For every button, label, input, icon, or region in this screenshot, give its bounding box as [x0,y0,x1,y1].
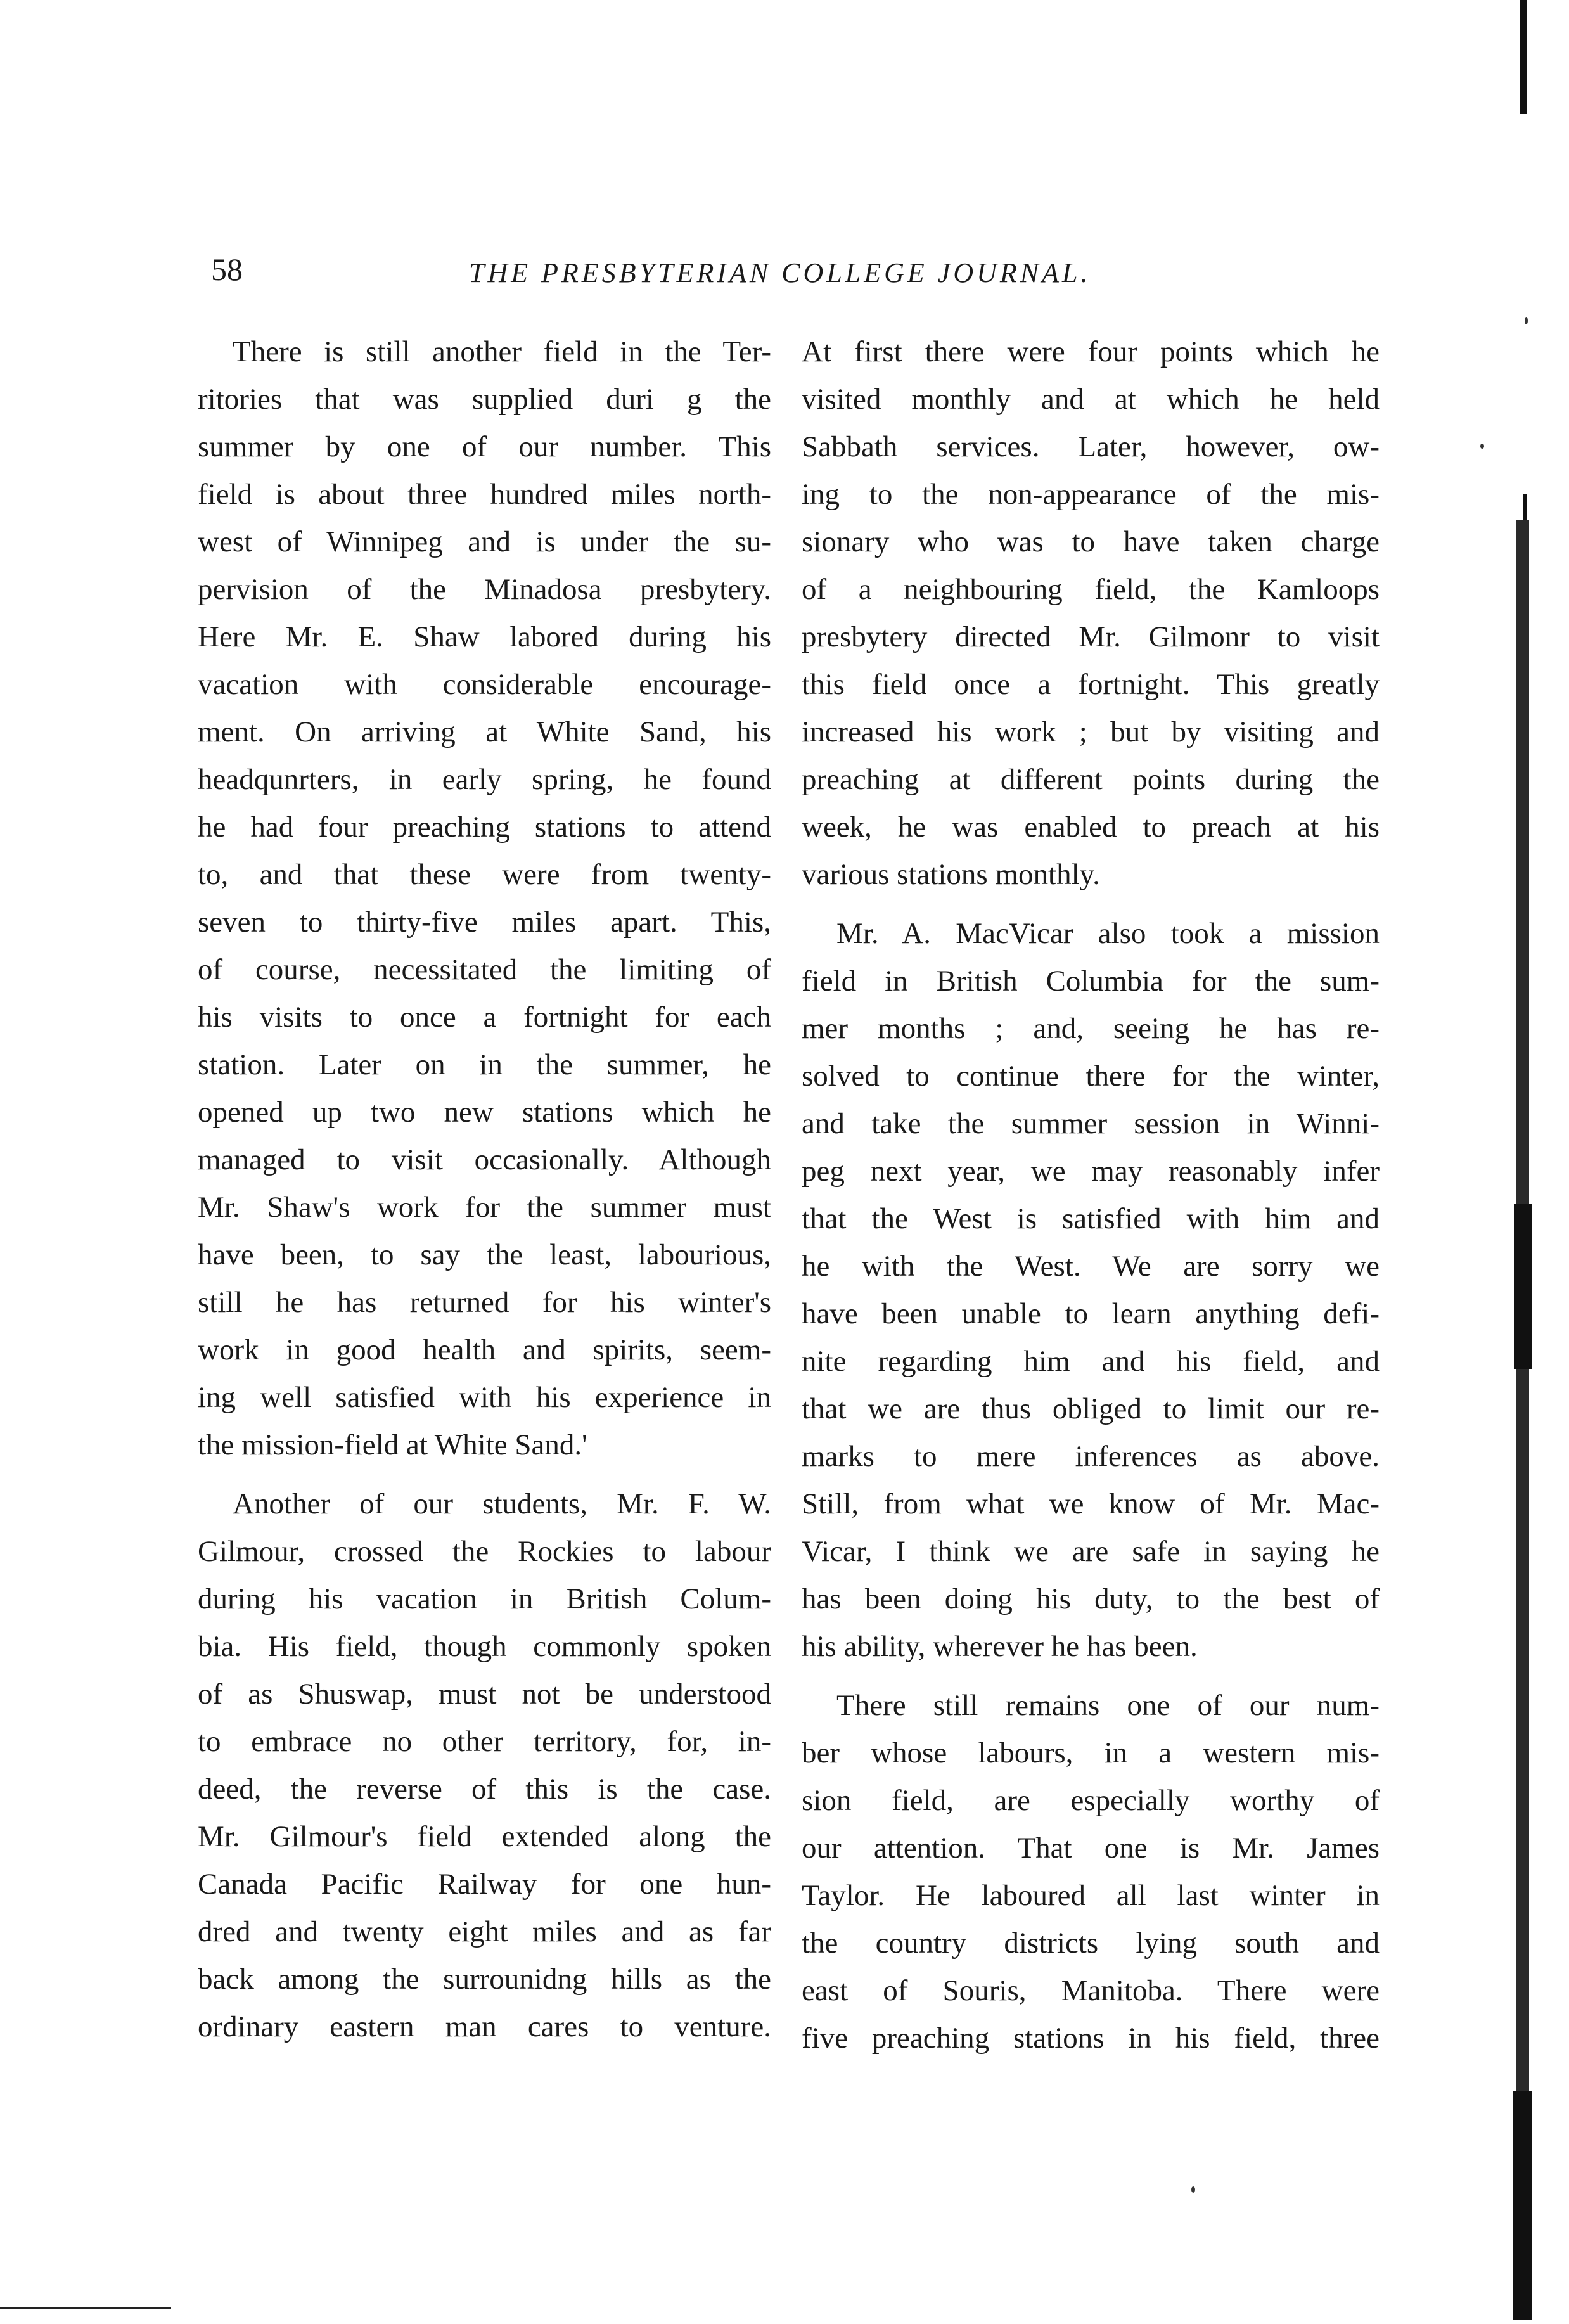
text-line: Canada Pacific Railway for one hun- [198,1868,771,1901]
text-line: vacation with considerable encourage- [198,668,771,701]
text-line: of as Shuswap, must not be understood [198,1678,771,1711]
text-line: visited monthly and at which he held [802,383,1380,416]
text-line: have been, to say the least, labourious, [198,1238,771,1271]
text-line: and take the summer session in Winni- [802,1107,1380,1140]
bottom-rule [0,2307,171,2309]
paragraph [802,328,1380,899]
text-line: to, and that these were from twenty- [198,858,771,891]
text-line: work in good health and spirits, seem- [198,1333,771,1366]
text-line: Gilmour, crossed the Rockies to labour [198,1535,771,1568]
text-line: opened up two new stations which he [198,1096,771,1129]
text-line: various stations monthly. [802,858,1100,891]
text-line: during his vacation in British Colum- [198,1583,771,1615]
text-line: Here Mr. E. Shaw labored during his [198,620,771,653]
paragraph-gap [198,1469,771,1480]
scan-edge-mark [1520,0,1527,114]
text-line: dred and twenty eight miles and as far [198,1915,771,1948]
text-line: the mission-field at White Sand.' [198,1428,587,1461]
text-line: Still, from what we know of Mr. Mac- [802,1487,1380,1520]
text-line: pervision of the Minadosa presbytery. [198,573,771,606]
text-line: Taylor. He laboured all last winter in [802,1879,1380,1912]
text-line: our attention. That one is Mr. James [802,1832,1380,1865]
text-line: ber whose labours, in a western mis- [802,1737,1380,1769]
text-line: ordinary eastern man cares to venture. [198,2010,771,2043]
scan-edge [1511,0,1533,2324]
text-line: deed, the reverse of this is the case. [198,1773,771,1806]
text-line: peg next year, we may reasonably infer [802,1155,1380,1188]
text-line: preaching at different points during the [802,763,1380,796]
text-line: managed to visit occasionally. Although [198,1143,771,1176]
text-line: the country districts lying south and [802,1927,1380,1960]
text-line: five preaching stations in his field, three [802,2022,1380,2055]
text-line: station. Later on in the summer, he [198,1048,771,1081]
paragraph [802,1682,1380,2062]
scan-speck [1191,2186,1195,2193]
text-line: mer months ; and, seeing he has re- [802,1012,1380,1045]
text-line: field is about three hundred miles north- [198,478,771,511]
text-line: this field once a fortnight. This greatly [802,668,1380,701]
text-line: his visits to once a fortnight for each [198,1001,771,1034]
scan-edge-mark [1516,520,1529,2320]
text-line: Mr. Gilmour's field extended along the [198,1820,771,1853]
text-line: field in British Columbia for the sum- [802,965,1380,998]
text-line: Another of our students, Mr. F. W. [233,1487,771,1520]
text-line: sionary who was to have taken charge [802,525,1380,558]
scan-edge-mark [1513,2091,1532,2320]
text-line: back among the surrounidng hills as the [198,1963,771,1996]
text-line: still he has returned for his winter's [198,1286,771,1319]
text-line: seven to thirty-five miles apart. This, [198,906,771,939]
scan-speck [1480,444,1484,449]
text-line: summer by one of our number. This [198,430,771,463]
text-line: sion field, are especially worthy of [802,1784,1380,1817]
text-line: Sabbath services. Later, however, ow- [802,430,1380,463]
right-column [802,328,1380,2062]
text-line: Mr. Shaw's work for the summer must [198,1191,771,1224]
text-line: of course, necessitated the limiting of [198,953,771,986]
text-line: he with the West. We are sorry we [802,1250,1380,1283]
text-line: There is still another field in the Ter- [233,335,771,368]
scan-speck [1525,317,1528,324]
text-line: presbytery directed Mr. Gilmonr to visit [802,620,1380,653]
left-column [198,328,771,2051]
paragraph [802,910,1380,1671]
paragraph-gap [802,1671,1380,1682]
text-line: have been unable to learn anything defi- [802,1297,1380,1330]
text-line: increased his work ; but by visiting and [802,716,1380,748]
text-line: week, he was enabled to preach at his [802,811,1380,844]
text-line: ment. On arriving at White Sand, his [198,716,771,748]
paragraph [198,1480,771,2051]
text-line: marks to mere inferences as above. [802,1440,1380,1473]
text-line: that we are thus obliged to limit our re- [802,1392,1380,1425]
text-line: of a neighbouring field, the Kamloops [802,573,1380,606]
text-line: to embrace no other territory, for, in- [198,1725,771,1758]
text-line: solved to continue there for the winter, [802,1060,1380,1093]
text-line: that the West is satisfied with him and [802,1202,1380,1235]
paragraph-gap [802,899,1380,910]
text-line: headqunrters, in early spring, he found [198,763,771,796]
paragraph [198,328,771,1469]
text-line: he had four preaching stations to attend [198,811,771,844]
text-line: has been doing his duty, to the best of [802,1583,1380,1615]
page-number: 58 [211,252,243,287]
scan-edge-mark [1514,1204,1532,1369]
text-line: Mr. A. MacVicar also took a mission [836,917,1380,950]
text-line: There still remains one of our num- [836,1689,1380,1722]
text-line: bia. His field, though commonly spoken [198,1630,771,1663]
text-line: At first there were four points which he [802,335,1380,368]
text-line: his ability, wherever he has been. [802,1630,1198,1663]
running-title: THE PRESBYTERIAN COLLEGE JOURNAL. [469,257,1091,288]
text-line: ritories that was supplied duri g the [198,383,771,416]
text-line: ing to the non-appearance of the mis- [802,478,1380,511]
text-line: west of Winnipeg and is under the su- [198,525,771,558]
text-line: Vicar, I think we are safe in saying he [802,1535,1380,1568]
text-line: nite regarding him and his field, and [802,1345,1380,1378]
text-line: east of Souris, Manitoba. There were [802,1974,1380,2007]
text-line: ing well satisfied with his experience in [198,1381,771,1414]
